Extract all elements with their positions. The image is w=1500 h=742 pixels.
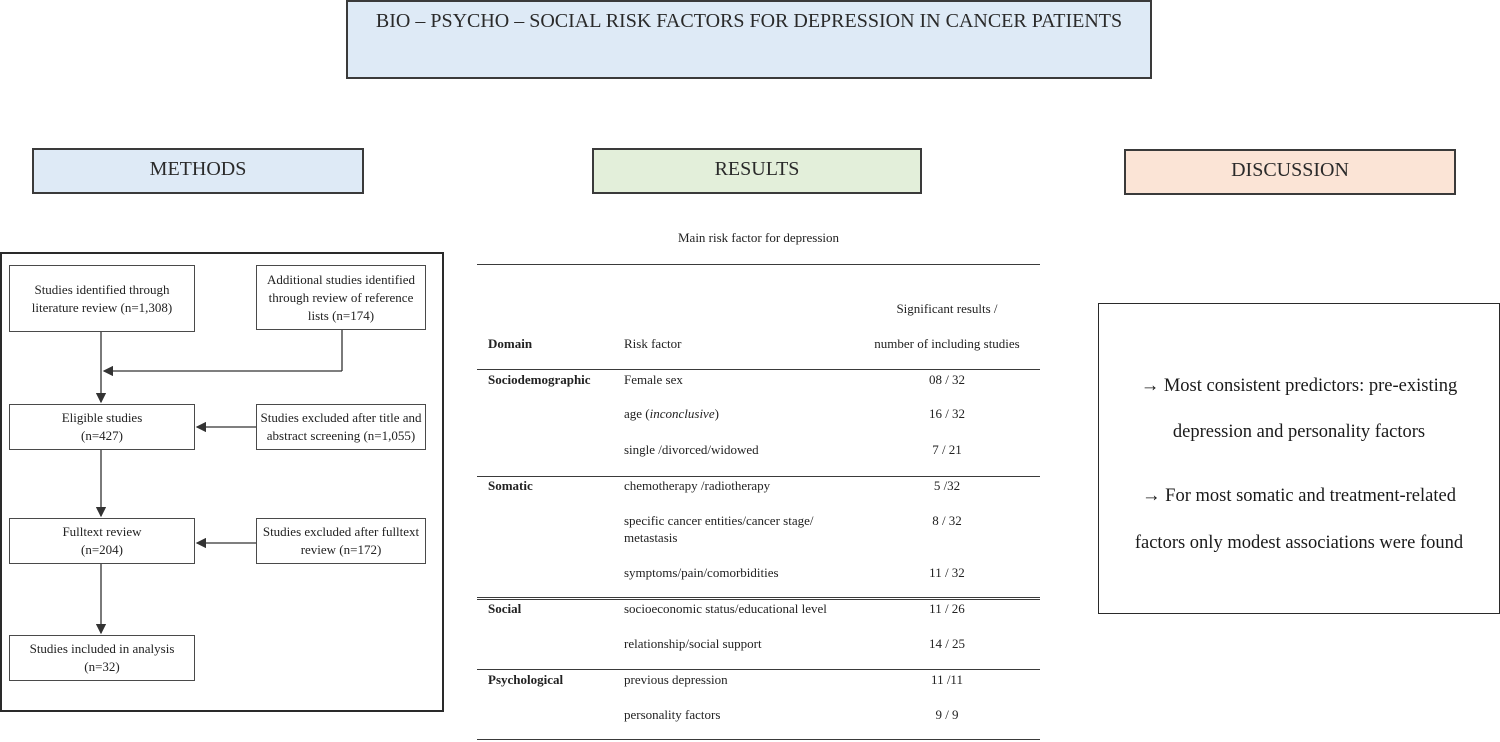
box-studies-included: Studies included in analysis (n=32) — [9, 635, 195, 681]
table-cell-value: 11 /11 — [931, 672, 963, 687]
discussion-label: DISCUSSION — [1231, 159, 1349, 181]
table-cell-value: 9 / 9 — [935, 707, 959, 722]
header-rule — [477, 369, 1040, 370]
box-studies-identified: Studies identified through literature review (n=1,308) — [9, 265, 195, 332]
table-cell-value: 5 /32 — [933, 478, 961, 493]
title-banner — [346, 0, 1152, 79]
results-header — [592, 148, 922, 194]
table-cell-value: 11 / 26 — [929, 601, 965, 616]
row-rule-somatic — [477, 476, 1040, 477]
table-cell-factor: previous depression — [624, 672, 728, 687]
header-significant-line1: Significant results / — [896, 301, 998, 316]
table-cell-factor: chemotherapy /radiotherapy — [624, 478, 771, 493]
box-fulltext-review: Fulltext review (n=204) — [9, 518, 195, 564]
table-top-rule — [477, 264, 1040, 265]
discussion-header — [1124, 149, 1456, 195]
table-bottom-rule — [477, 739, 1040, 740]
table-cell-factor: socioeconomic status/educational level — [624, 601, 827, 616]
table-cell-factor-cont: metastasis — [624, 530, 678, 545]
table-cell-factor: relationship/social support — [624, 636, 762, 651]
table-cell-value: 11 / 32 — [929, 565, 965, 580]
table-cell-factor: single /divorced/widowed — [624, 442, 759, 457]
domain-somatic: Somatic — [488, 478, 533, 493]
row-rule-psychological — [477, 669, 1040, 670]
box-eligible-studies: Eligible studies (n=427) — [9, 404, 195, 450]
domain-psychological: Psychological — [488, 672, 564, 687]
results-label: RESULTS — [714, 158, 800, 180]
table-cell-factor: specific cancer entities/cancer stage/ — [624, 513, 814, 528]
row-rule-social — [477, 597, 1040, 600]
domain-sociodemographic: Sociodemographic — [488, 372, 591, 387]
table-cell-value: 14 / 25 — [928, 636, 966, 651]
table-cell-value: 8 / 32 — [932, 513, 962, 528]
table-cell-value: 08 / 32 — [928, 372, 966, 387]
box-excluded-fulltext: Studies excluded after fulltext review (n=172) — [256, 518, 426, 564]
page-title: BIO – PSYCHO – SOCIAL RISK FACTORS FOR DEPRESSION IN CANCER PATIENTS — [375, 10, 1123, 32]
table-cell-value: 16 / 32 — [928, 406, 966, 421]
discussion-frame — [1098, 303, 1500, 614]
header-significant-line2: number of including studies — [874, 336, 1020, 351]
table-cell-factor-age: age (inconclusive) — [624, 406, 719, 421]
methods-label: METHODS — [149, 158, 247, 180]
table-cell-factor: symptoms/pain/comorbidities — [624, 565, 779, 580]
table-cell-factor: Female sex — [624, 372, 683, 387]
header-domain: Domain — [488, 336, 533, 351]
box-additional-studies: Additional studies identified through review of reference lists (n=174) — [256, 265, 426, 330]
discussion-point-2: → For most somatic and treatment-related — [1142, 486, 1456, 506]
table-cell-value: 7 / 21 — [932, 442, 962, 457]
discussion-point-1-cont: depression and personality factors — [1172, 422, 1426, 442]
discussion-point-2-cont: factors only modest associations were found — [1134, 533, 1464, 553]
box-excluded-title-abstract: Studies excluded after title and abstract screening (n=1,055) — [256, 404, 426, 450]
methods-header — [32, 148, 364, 194]
table-caption: Main risk factor for depression — [677, 230, 839, 245]
domain-social: Social — [488, 601, 522, 616]
discussion-point-1: → Most consistent predictors: pre-existing — [1140, 376, 1458, 396]
header-risk-factor: Risk factor — [624, 336, 682, 351]
table-cell-factor: personality factors — [624, 707, 721, 722]
